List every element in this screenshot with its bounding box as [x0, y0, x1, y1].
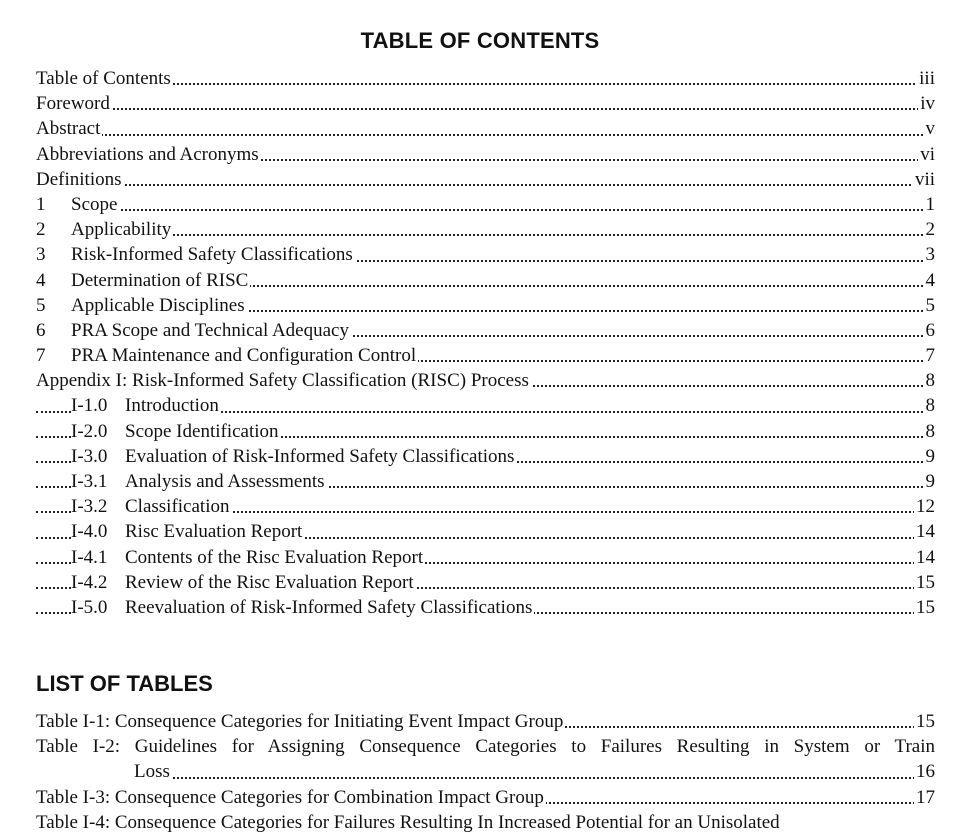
entry-title: I-4.0 Risc Evaluation Report [71, 519, 304, 544]
entry-page: 9 [924, 444, 936, 469]
section-number: I-1.0 [71, 395, 108, 417]
toc-entry[interactable] [36, 595, 935, 620]
entry-title: 6 PRA Scope and Technical Adequacy [36, 318, 351, 343]
toc-entry[interactable] [36, 419, 935, 444]
entry-page: 6 [924, 318, 936, 343]
entry-title-line1[interactable]: Table I-2: Guidelines for Assigning Consequence Categories to Failures Resulting in System or Train [36, 736, 935, 758]
list-item[interactable] [36, 709, 935, 734]
entry-page: 9 [924, 469, 936, 494]
section-number: I-4.1 [71, 546, 108, 568]
entry-title: I-3.0 Evaluation of Risk-Informed Safety Classifications [71, 444, 516, 469]
entry-title: Foreword [36, 91, 112, 116]
toc-entry[interactable] [36, 393, 935, 418]
entry-page: iii [917, 66, 935, 91]
toc-entry[interactable] [36, 167, 935, 192]
toc-entry[interactable] [36, 318, 935, 343]
dot-leader [36, 184, 935, 186]
entry-page: iv [918, 91, 935, 116]
entry-title: I-3.2 Classification [71, 494, 231, 519]
entry-title: Abstract [36, 116, 102, 141]
toc-entry[interactable] [36, 66, 935, 91]
list-item[interactable] [36, 785, 935, 810]
toc-entry[interactable] [36, 91, 935, 116]
dot-leader [134, 777, 935, 779]
entry-page: 3 [924, 242, 936, 267]
entry-title-line2: Loss [134, 759, 172, 784]
entry-page: 15 [914, 709, 935, 734]
toc-entry[interactable] [36, 570, 935, 595]
entry-page: 8 [924, 368, 936, 393]
toc-heading: TABLE OF CONTENTS [360, 28, 600, 53]
section-number: I-2.0 [71, 420, 108, 442]
entry-page: vii [913, 167, 935, 192]
entry-title: 5 Applicable Disciplines [36, 293, 247, 318]
entry-title: I-4.2 Review of the Risc Evaluation Report [71, 570, 416, 595]
toc-entry[interactable] [36, 343, 935, 368]
entry-page: 15 [914, 595, 935, 620]
entry-title: 7 PRA Maintenance and Configuration Control [36, 343, 418, 368]
entry-title: 3 Risk-Informed Safety Classifications [36, 242, 355, 267]
entry-title: I-1.0 Introduction [71, 393, 221, 418]
entry-page: 5 [924, 293, 936, 318]
section-number: 3 [36, 244, 46, 266]
entry-page: v [924, 116, 936, 141]
entry-page: 2 [924, 217, 936, 242]
entry-page: 8 [924, 419, 936, 444]
toc-entry[interactable] [36, 242, 935, 267]
dot-leader [36, 134, 935, 136]
entry-page: 16 [914, 759, 935, 784]
entry-page: 14 [914, 519, 935, 544]
toc-entry[interactable] [36, 494, 935, 519]
section-number: I-3.2 [71, 496, 108, 518]
entry-page: 17 [914, 785, 935, 810]
entry-title: 4 Determination of RISC [36, 268, 250, 293]
section-number: 2 [36, 219, 46, 241]
list-of-tables-heading: LIST OF TABLES [36, 671, 213, 696]
entry-title: I-4.1 Contents of the Risc Evaluation Report [71, 545, 425, 570]
toc-entry[interactable] [36, 192, 935, 217]
entry-title: Definitions [36, 167, 124, 192]
section-number: 5 [36, 294, 46, 316]
toc-entry[interactable] [36, 469, 935, 494]
table-of-contents [36, 66, 935, 620]
toc-entry[interactable] [36, 545, 935, 570]
toc-entry[interactable] [36, 444, 935, 469]
section-number: 7 [36, 345, 46, 367]
entry-page: 15 [914, 570, 935, 595]
section-number: 4 [36, 269, 46, 291]
entry-title: I-3.1 Analysis and Assessments [71, 469, 327, 494]
entry-page: 14 [914, 545, 935, 570]
entry-page: 7 [924, 343, 936, 368]
list-of-tables [36, 709, 935, 835]
toc-entry[interactable] [36, 217, 935, 242]
section-number: 6 [36, 319, 46, 341]
section-number: I-3.1 [71, 471, 108, 492]
entry-title: Table of Contents [36, 66, 173, 91]
toc-entry[interactable] [36, 268, 935, 293]
toc-entry[interactable] [36, 142, 935, 167]
entry-page: 1 [924, 192, 936, 217]
dot-leader [36, 209, 935, 211]
entry-title: 1 Scope [36, 192, 119, 217]
toc-entry[interactable] [36, 293, 935, 318]
entry-title: I-2.0 Scope Identification [71, 419, 281, 444]
list-item[interactable]: Table I-4: Consequence Categories for Failures Resulting In Increased Potential for an Unisolated [36, 811, 780, 833]
entry-title: Abbreviations and Acronyms [36, 142, 261, 167]
entry-page: vi [918, 142, 935, 167]
entry-page: 4 [924, 268, 936, 293]
toc-entry[interactable] [36, 519, 935, 544]
toc-entry[interactable] [36, 368, 935, 393]
dot-leader [36, 108, 935, 110]
list-item[interactable] [36, 759, 935, 784]
entry-title: Table I-1: Consequence Categories for Initiating Event Impact Group [36, 709, 565, 734]
entry-title: Appendix I: Risk-Informed Safety Classification (RISC) Process [36, 368, 531, 393]
section-number: I-5.0 [71, 596, 108, 618]
entry-page: 8 [924, 393, 936, 418]
section-number: I-3.0 [71, 445, 108, 467]
entry-title: I-5.0 Reevaluation of Risk-Informed Safety Classifications [71, 595, 534, 620]
section-number: I-4.2 [71, 571, 108, 593]
entry-page: 12 [914, 494, 935, 519]
section-number: 1 [36, 193, 46, 215]
toc-entry[interactable] [36, 116, 935, 141]
entry-title: 2 Applicability [36, 217, 173, 242]
entry-title: Table I-3: Consequence Categories for Combination Impact Group [36, 785, 546, 810]
section-number: I-4.0 [71, 521, 108, 543]
